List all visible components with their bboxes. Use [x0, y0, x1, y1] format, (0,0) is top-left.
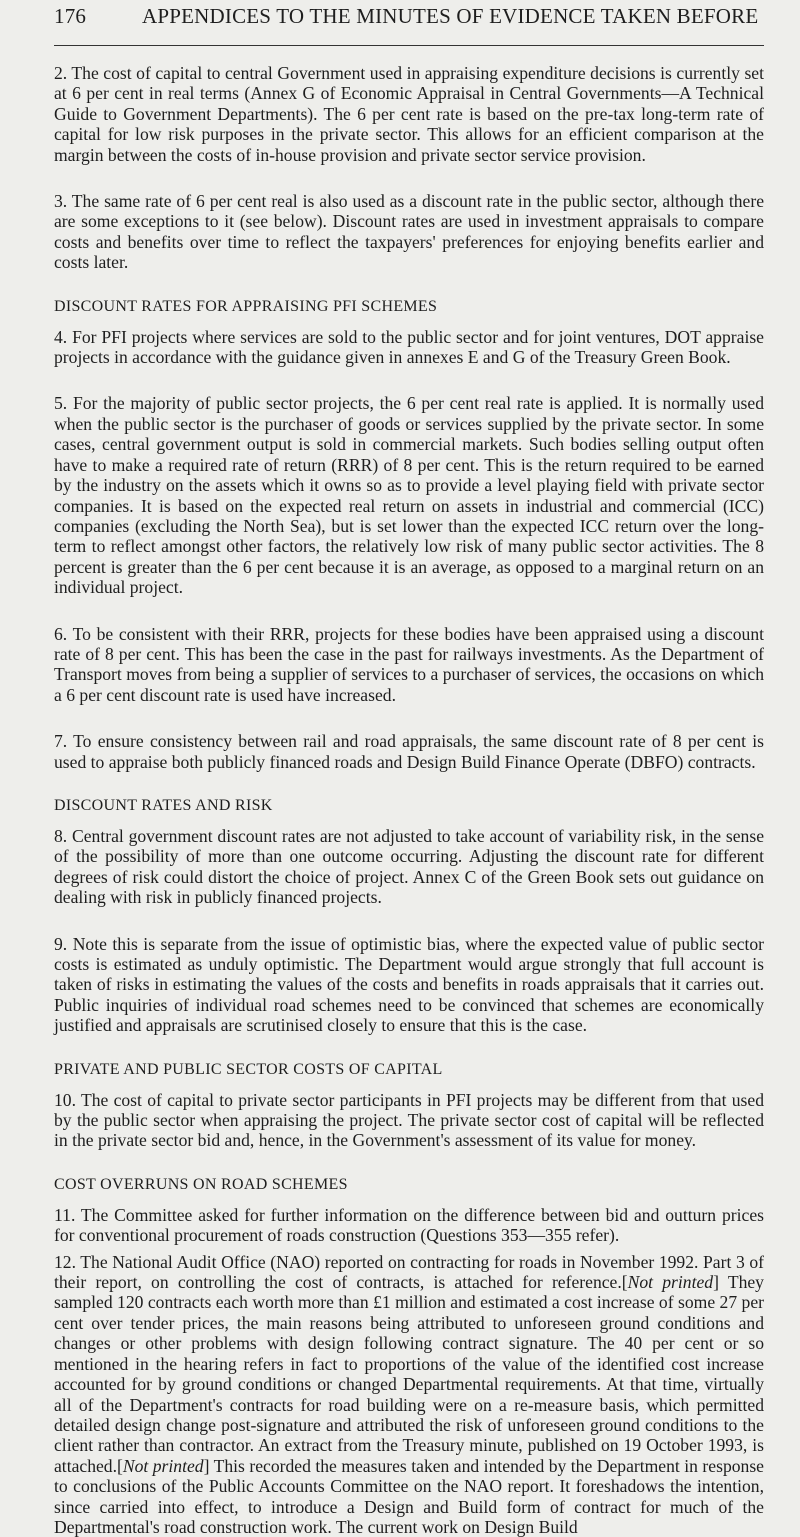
paragraph-5: 5. For the majority of public sector projects, the 6 per cent real rate is applied. It is normally used when the public sector is the purchaser of goods or services supplied by the private sector. In some cases, central government output is sold in commercial markets. Such bodies selling output often have to make a required rate of return (RRR) of 8 per cent. This is the return required to be earned by the industry on the assets which it owns so as to provide a level playing field with private sector companies. It is based on the expected real return on assets in industrial and commercial (ICC) companies (excluding the North Sea), but is set lower than the expected ICC return over the long-term to reflect amongst other factors, the relatively low risk of many public sector activities. The 8 percent is greater than the 6 per cent because it is an average, as opposed to a marginal return on an individual project.: [54, 393, 764, 598]
paragraph-3: 3. The same rate of 6 per cent real is also used as a discount rate in the public sector, although there are some exceptions to it (see below). Discount rates are used in investment appraisals to compare costs and benefits over time to reflect the taxpayers' preferences for enjoying benefits earlier and costs later.: [54, 191, 764, 273]
section-heading-cost-overruns: COST OVERRUNS ON ROAD SCHEMES: [54, 1175, 348, 1193]
paragraph-10: 10. The cost of capital to private sector participants in PFI projects may be different from that used by the public sector when appraising the project. The private sector cost of capital will be reflected in the private sector bid and, hence, in the Government's assessment of its value for money.: [54, 1089, 764, 1151]
paragraph-9: 9. Note this is separate from the issue of optimistic bias, where the expected value of public sector costs is estimated as unduly optimistic. The Department would argue strongly that full account is taken of risks in estimating the values of the costs and benefits in roads appraisals that it carries out. Public inquiries of individual road schemes need to be convinced that schemes are economically justified and appraisals are scrutinised closely to ensure that this is the case.: [54, 933, 764, 1036]
paragraph-7: 7. To ensure consistency between rail and road appraisals, the same discount rate of 8 per cent is used to appraise both publicly financed roads and Design Build Finance Operate (DBFO) contracts.: [54, 731, 764, 772]
running-head: APPENDICES TO THE MINUTES OF EVIDENCE TAKEN BEFORE: [142, 4, 759, 28]
page-number: 176: [54, 4, 87, 28]
paragraph-12-text-a: 12. The National Audit Office (NAO) reported on contracting for roads in November 1992. Part 3 of their report, on controlling the cost of contracts, is attached for reference.[: [54, 1251, 764, 1293]
paragraph-12-text-b: ] They sampled 120 contracts each worth more than £1 million and estimated a cost increase of some 27 per cent over tender prices, the main reasons being attributed to unforeseen ground conditions and changes or other problems with design following contract signature. The 40 per cent or so mentioned in the hearing refers in fact to proportions of the value of the identified cost increase accounted for by ground conditions or changed Departmental requirements. At that time, virtually all of the Department's contracts for road building were on a re-measure basis, which permitted detailed design change post-signature and attributed the risk of unforeseen ground conditions to the client rather than contractor. An extract from the Treasury minute, published on 19 October 1993, is attached.[: [54, 1272, 764, 1476]
section-heading-cost-of-capital: PRIVATE AND PUBLIC SECTOR COSTS OF CAPITAL: [54, 1060, 443, 1078]
not-printed-note: Not printed: [122, 1455, 204, 1476]
paragraph-4: 4. For PFI projects where services are sold to the public sector and for joint ventures, DOT appraise projects in accordance with the guidance given in annexes E and G of the Treasury Green Book.: [54, 326, 764, 368]
not-printed-note: Not printed: [627, 1272, 714, 1293]
paragraph-6: 6. To be consistent with their RRR, projects for these bodies have been appraised using a discount rate of 8 per cent. This has been the case in the past for railways investments. As the Department of Transport moves from being a supplier of services to a purchaser of services, the occasions on which a 6 per cent discount rate is used have increased.: [54, 623, 764, 705]
paragraph-11: 11. The Committee asked for further information on the difference between bid and outturn prices for conventional procurement of roads construction (Questions 353—355 refer).: [54, 1204, 764, 1246]
paragraph-8: 8. Central government discount rates are not adjusted to take account of variability risk, in the sense of the possibility of more than one outcome occurring. Adjusting the discount rate for different degrees of risk could distort the choice of project. Annex C of the Green Book sets out guidance on dealing with risk in publicly financed projects.: [54, 825, 764, 908]
paragraph-2: 2. The cost of capital to central Government used in appraising expenditure decisions is currently set at 6 per cent in real terms (Annex G of Economic Appraisal in Central Governments—A Technical Guide to Government Departments). The 6 per cent rate is based on the pre-tax long-term rate of capital for low risk purposes in the private sector. This allows for an efficient comparison at the margin between the costs of in-house provision and private sector service provision.: [54, 63, 764, 165]
paragraph-12: [54, 1252, 764, 1537]
paragraph-12-text-c: ] This recorded the measures taken and intended by the Department in response to conclusions of the Public Accounts Committee on the NAO report. It foreshadows the intention, since carried into effect, to introduce a Design and Build form of contract for much of the Departmental's road construction work. The current work on Design Build: [54, 1455, 764, 1537]
section-heading-discount-risk: DISCOUNT RATES AND RISK: [54, 796, 273, 814]
page-header: [54, 0, 764, 46]
section-heading-pfi-discount-rates: DISCOUNT RATES FOR APPRAISING PFI SCHEMES: [54, 297, 438, 315]
